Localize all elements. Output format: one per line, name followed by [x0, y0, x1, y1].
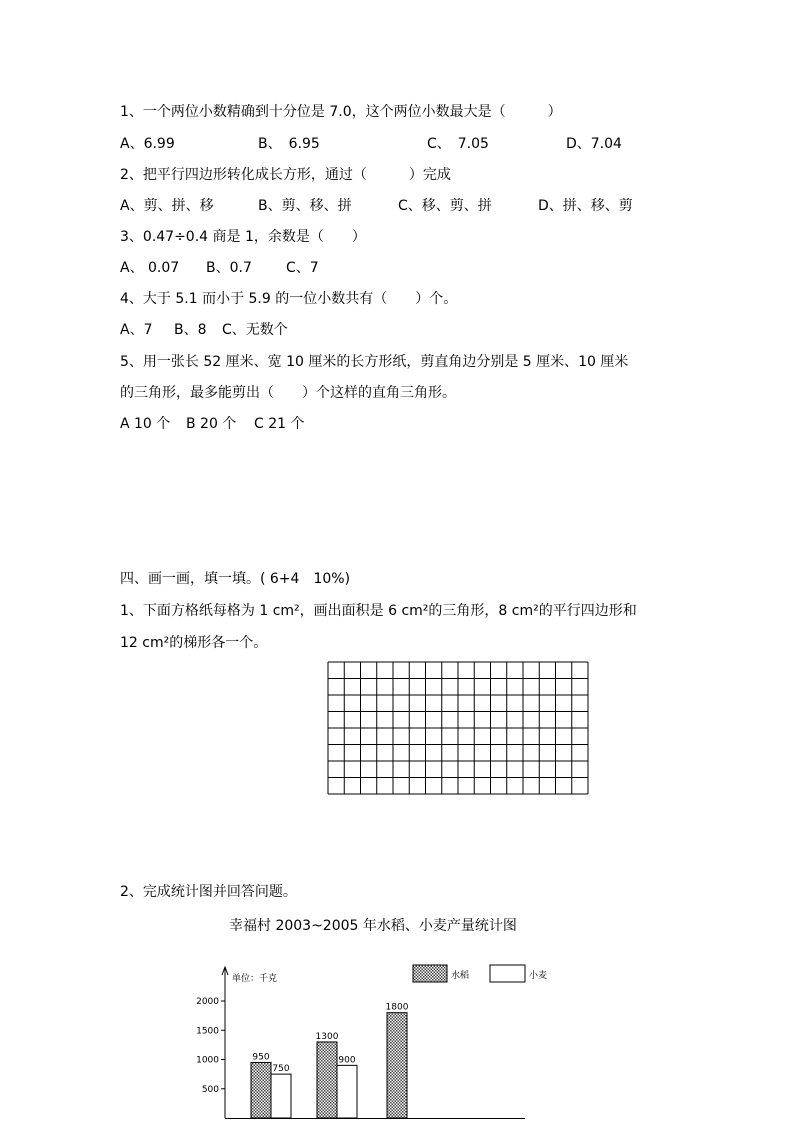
unit-label: 单位：千克	[232, 974, 278, 984]
bar-chart	[195, 958, 595, 1123]
q2-stem: 2、把平行四边形转化成长方形，通过（ ）完成	[120, 167, 451, 183]
q5-stem-line1: 5、用一张长 52 厘米、宽 10 厘米的长方形纸，剪直角边分别是 5 厘米、10 厘米	[120, 354, 629, 370]
bar-wheat-2004	[337, 1065, 357, 1118]
q5-option-a: A 10 个	[120, 416, 171, 432]
q2-option-c: C、移、剪、拼	[398, 198, 492, 214]
grid-paper	[327, 661, 589, 795]
q2-option-b: B、剪、移、拼	[258, 198, 352, 214]
section4-problem2: 2、完成统计图并回答问题。	[120, 884, 297, 900]
bar-rice-2003	[251, 1062, 271, 1118]
q1-option-d: D、7.04	[566, 136, 622, 152]
q2-option-a: A、剪、拼、移	[120, 198, 214, 214]
legend-label-rice: 水稻	[451, 971, 470, 981]
q4-option-a: A、7	[120, 322, 153, 338]
q3-option-c: C、7	[286, 260, 319, 276]
bar-rice-2005	[387, 1013, 407, 1118]
y-tick-label: 1000	[196, 1055, 219, 1066]
q4-option-b: B、8	[174, 322, 207, 338]
q4-stem: 4、大于 5.1 而小于 5.9 的一位小数共有（ ）个。	[120, 291, 458, 307]
bar-rice-2004	[317, 1042, 337, 1118]
q4-option-c: C、无数个	[222, 322, 288, 338]
legend-swatch-rice	[413, 965, 447, 982]
q5-option-c: C 21 个	[254, 416, 305, 432]
bar-value-label: 1300	[315, 1031, 339, 1042]
chart-title: 幸福村 2003~2005 年水稻、小麦产量统计图	[229, 918, 517, 934]
bar-wheat-2003	[271, 1074, 291, 1118]
legend-label-wheat: 小麦	[529, 971, 548, 981]
q1-option-a: A、6.99	[120, 136, 175, 152]
bar-value-label: 1800	[385, 1002, 409, 1013]
bar-value-label: 900	[338, 1055, 356, 1066]
legend-swatch-wheat	[490, 965, 525, 982]
q3-option-b: B、0.7	[206, 260, 252, 276]
y-tick-label: 2000	[196, 997, 219, 1007]
section4-problem1-line1: 1、下面方格纸每格为 1 cm²，画出面积是 6 cm²的三角形，8 cm²的平行四边形和	[120, 603, 637, 619]
q1-option-b: B、 6.95	[258, 136, 320, 152]
bar-value-label: 750	[272, 1064, 290, 1075]
q1-stem: 1、一个两位小数精确到十分位是 7.0，这个两位小数最大是（ ）	[120, 104, 562, 120]
section4-heading: 四、画一画，填一填。( 6+4 10%)	[120, 571, 351, 587]
bar-value-label: 950	[252, 1052, 270, 1063]
q1-option-c: C、 7.05	[427, 136, 489, 152]
q2-option-d: D、拼、移、剪	[538, 198, 633, 214]
q5-stem-line2: 的三角形，最多能剪出（ ）个这样的直角三角形。	[120, 385, 456, 401]
section4-problem1-line2: 12 cm²的梯形各一个。	[120, 635, 268, 651]
q3-option-a: A、 0.07	[120, 260, 180, 276]
q5-option-b: B 20 个	[186, 416, 237, 432]
y-tick-label: 1500	[196, 1026, 219, 1037]
y-tick-label: 500	[201, 1084, 219, 1095]
q3-stem: 3、0.47÷0.4 商是 1，余数是（ ）	[120, 229, 366, 245]
